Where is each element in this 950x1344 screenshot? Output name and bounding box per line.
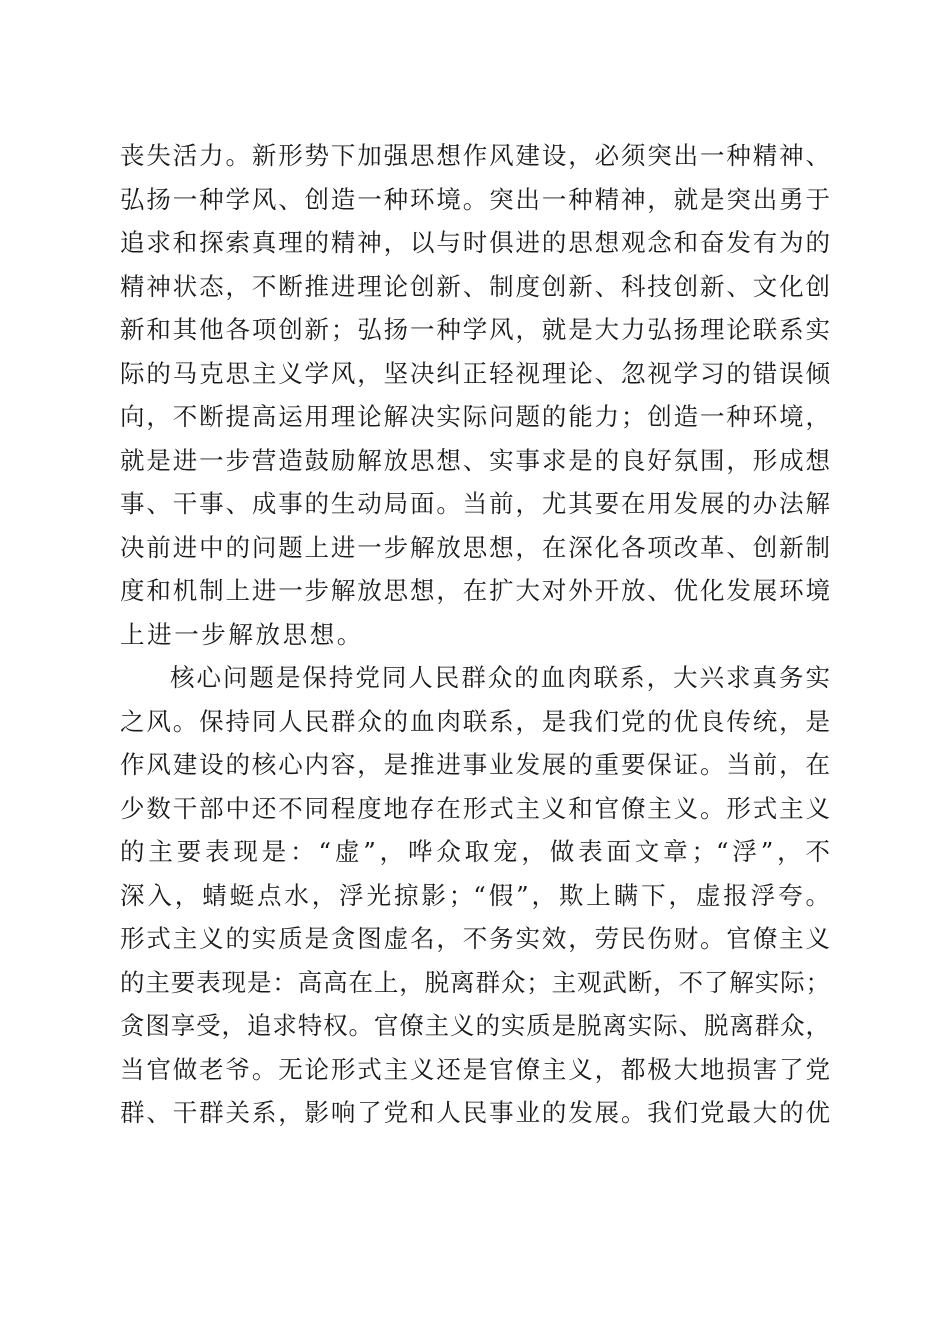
text-line: 当官做老爷。无论形式主义还是官僚主义，都极大地损害了党 [120,1054,830,1084]
text-line: 事、干事、成事的生动局面。当前，尤其要在用发展的办法解 [120,489,830,518]
text-line: 形式主义的实质是贪图虚名，不务实效，劳民伤财。官僚主义 [120,924,830,953]
text-line: 丧失活力。新形势下加强思想作风建设，必须突出一种精神、 [120,141,830,170]
text-line: 上进一步解放思想。 [120,619,364,649]
text-line: 的主要表现是：高高在上，脱离群众；主观武断，不了解实际； [120,967,830,997]
text-line: 弘扬一种学风、创造一种环境。突出一种精神，就是突出勇于 [120,184,830,214]
text-line: 际的马克思主义学风，坚决纠正轻视理论、忽视学习的错误倾 [120,358,830,388]
text-line: 作风建设的核心内容，是推进事业发展的重要保证。当前，在 [120,750,830,779]
text-line: 精神状态，不断推进理论创新、制度创新、科技创新、文化创 [120,271,830,301]
body-text [120,134,830,1135]
text-line: 贪图享受，追求特权。官僚主义的实质是脱离实际、脱离群众， [120,1011,830,1040]
text-line: 深入，蜻蜓点水，浮光掠影；“假”，欺上瞒下，虚报浮夸。 [120,880,830,910]
text-line: 核心问题是保持党同人民群众的血肉联系，大兴求真务实 [170,663,830,692]
text-line: 追求和探索真理的精神，以与时俱进的思想观念和奋发有为的 [120,228,830,257]
paragraph-2 [120,656,830,1135]
text-line: 群、干群关系，影响了党和人民事业的发展。我们党最大的优 [120,1098,830,1127]
text-line: 决前进中的问题上进一步解放思想，在深化各项改革、创新制 [120,532,830,562]
text-line: 的主要表现是：“虚”，哗众取宠，做表面文章；“浮”，不 [120,837,830,866]
text-line: 之风。保持同人民群众的血肉联系，是我们党的优良传统，是 [120,706,830,736]
text-line: 新和其他各项创新；弘扬一种学风，就是大力弘扬理论联系实 [120,315,830,344]
text-line: 就是进一步营造鼓励解放思想、实事求是的良好氛围，形成想 [120,445,830,475]
text-line: 向，不断提高运用理论解决实际问题的能力；创造一种环境， [120,402,830,431]
text-line: 度和机制上进一步解放思想，在扩大对外开放、优化发展环境 [120,576,830,605]
paragraph-1 [120,134,830,656]
text-line: 少数干部中还不同程度地存在形式主义和官僚主义。形式主义 [120,793,830,823]
